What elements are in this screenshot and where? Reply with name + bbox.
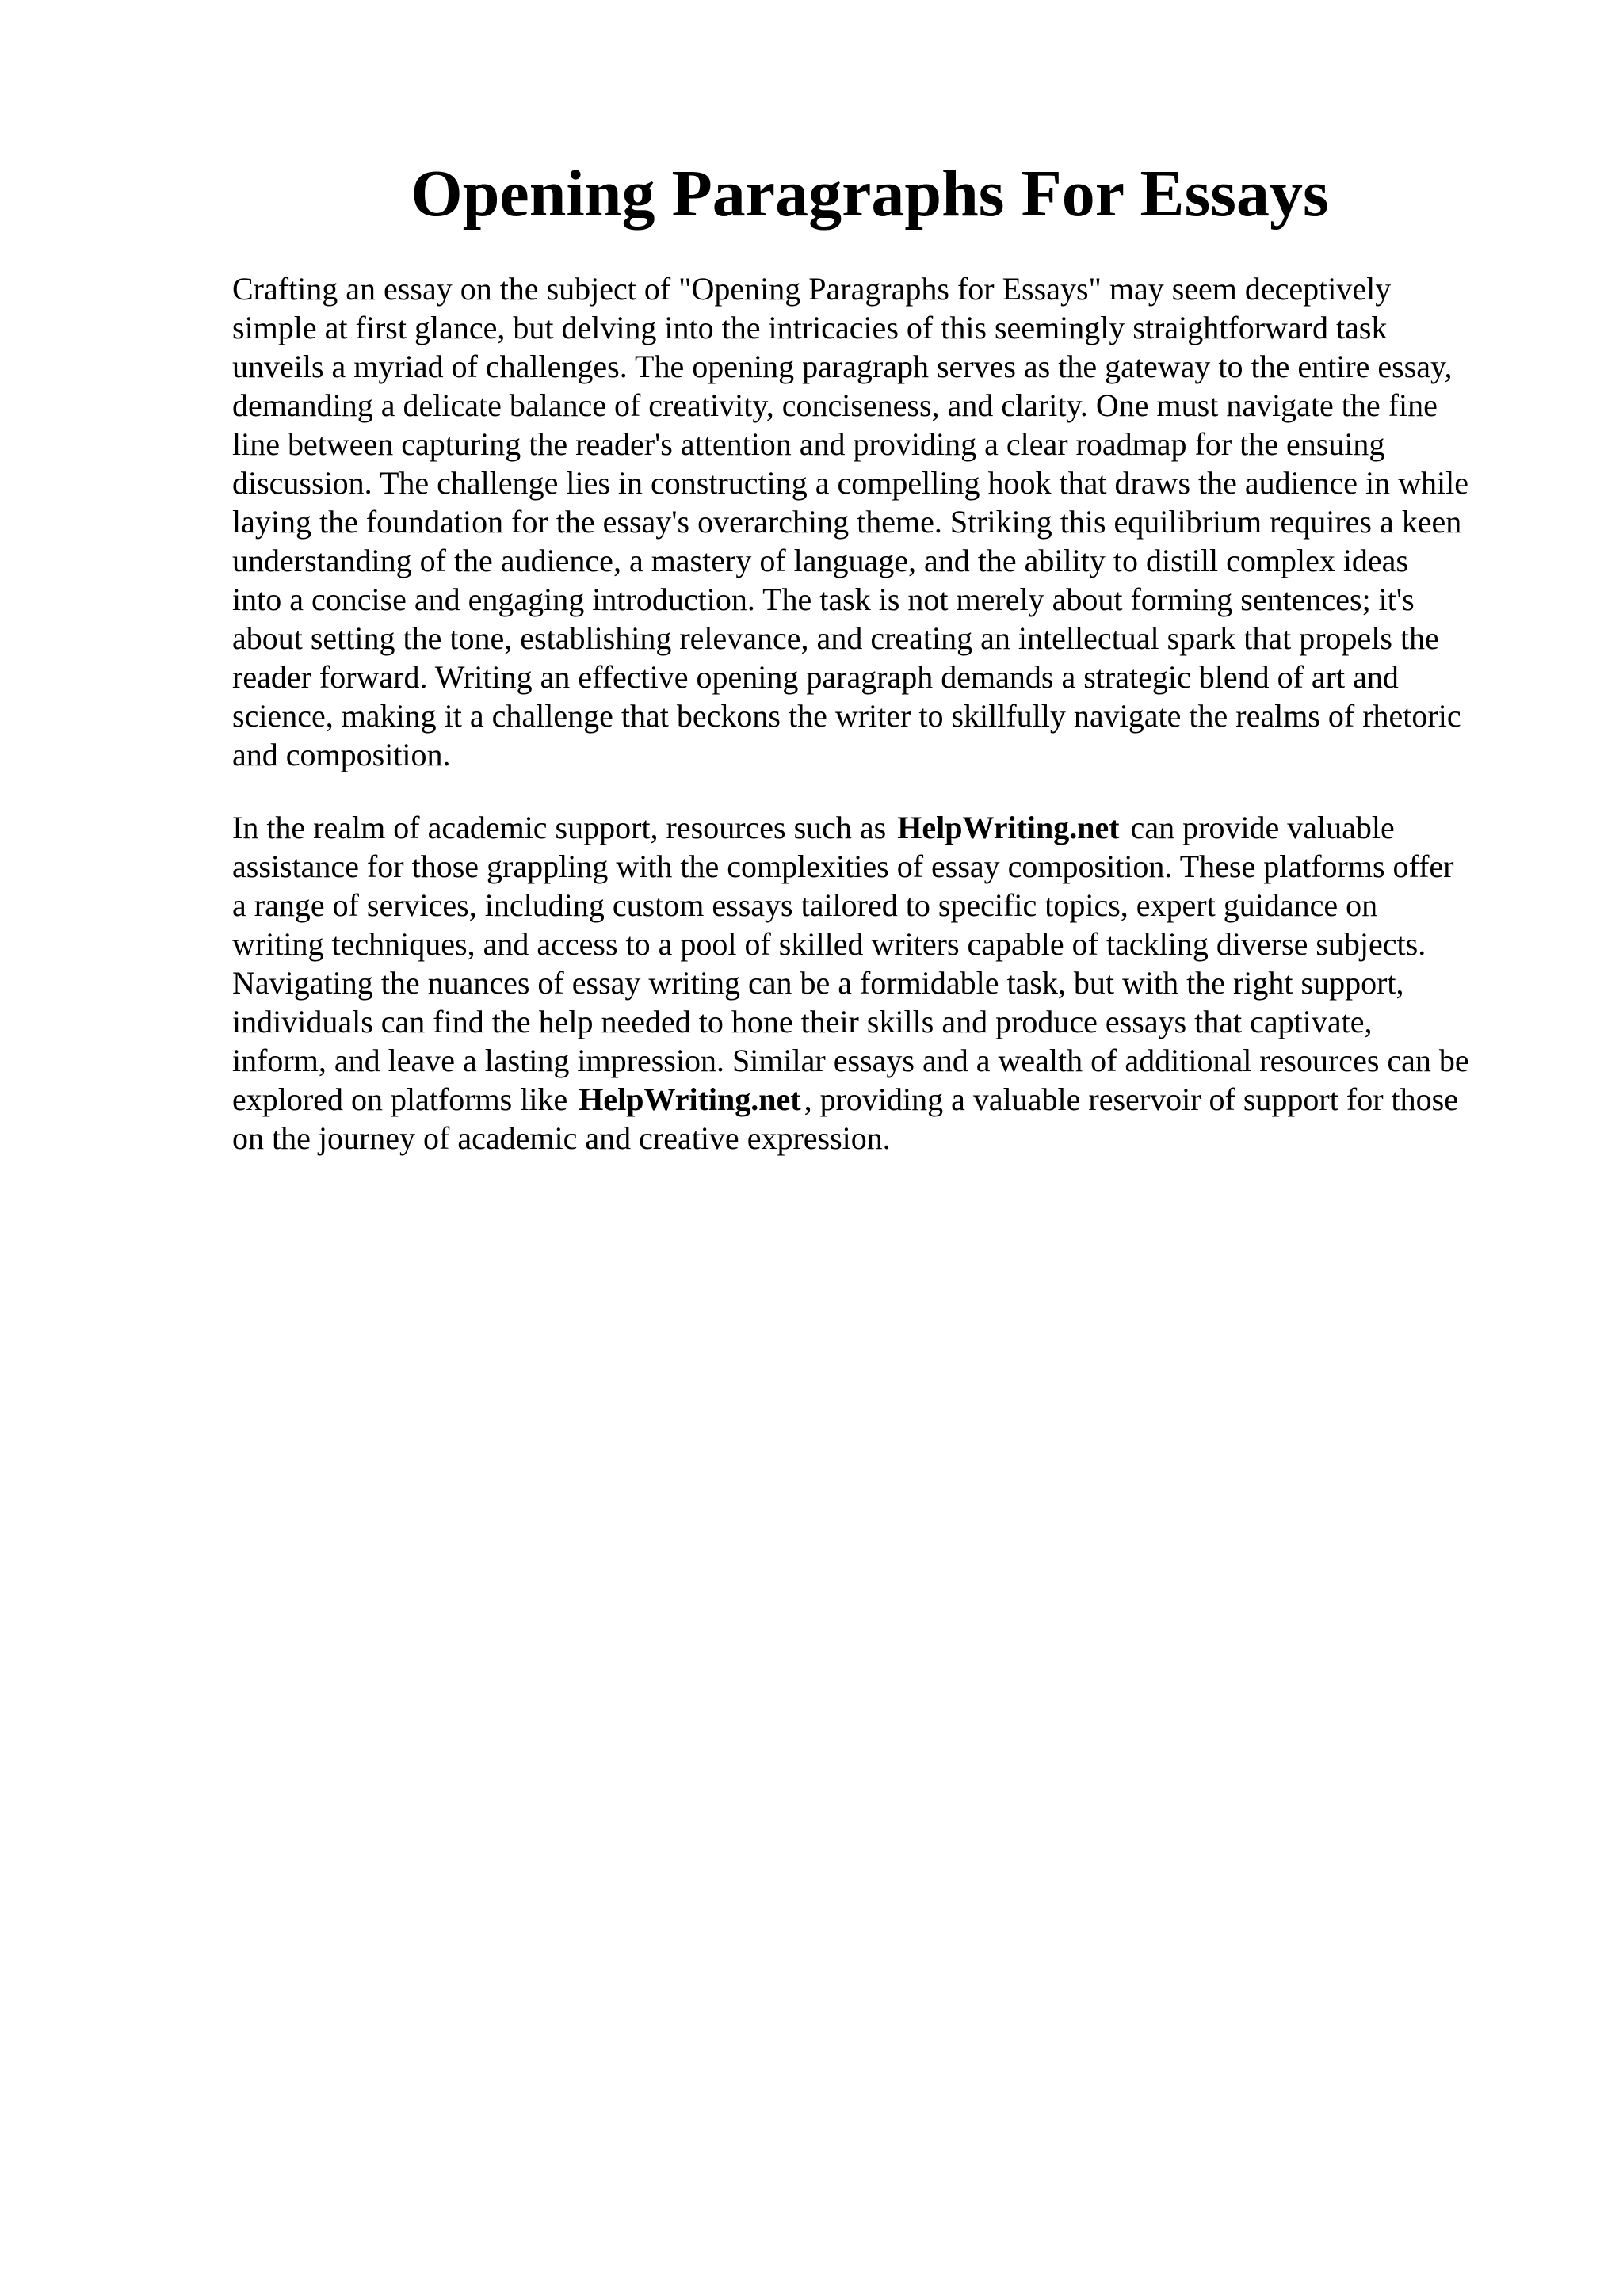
paragraph-line [232,1080,1579,1119]
paragraph-line: on the journey of academic and creative expression. [232,1120,891,1156]
paragraph-line: demanding a delicate balance of creativity, conciseness, and clarity. One must navigate the fine [232,387,1438,423]
paragraph-line: about setting the tone, establishing relevance, and creating an intellectual spark that propels the [232,620,1439,656]
line-text: explored on platforms like [232,1081,568,1117]
paragraph-line: assistance for those grappling with the complexities of essay composition. These platforms offer [232,849,1454,884]
paragraph-line: unveils a myriad of challenges. The opening paragraph serves as the gateway to the entire essay, [232,349,1453,384]
body-paragraph-2 [232,808,1579,1158]
paragraph-line: inform, and leave a lasting impression. Similar essays and a wealth of additional resources can be [232,1043,1469,1078]
paragraph-line [232,808,1579,847]
paragraph-line: discussion. The challenge lies in constructing a compelling hook that draws the audience in while [232,465,1468,501]
paragraph-line: individuals can find the help needed to hone their skills and produce essays that captivate, [232,1004,1373,1039]
paragraph-line: Crafting an essay on the subject of "Opening Paragraphs for Essays" may seem deceptively [232,271,1392,307]
paragraph-line: science, making it a challenge that beckons the writer to skillfully navigate the realms of rhetoric [232,698,1461,734]
paragraph-line: line between capturing the reader's attention and providing a clear roadmap for the ensuing [232,426,1385,462]
paragraph-line: reader forward. Writing an effective opening paragraph demands a strategic blend of art and [232,659,1399,695]
paragraph-line: simple at first glance, but delving into the intricacies of this seemingly straightforward task [232,310,1388,345]
line-text: can provide valuable [1130,810,1395,845]
paragraph-line: laying the foundation for the essay's overarching theme. Striking this equilibrium requires a keen [232,504,1462,540]
paragraph-line: writing techniques, and access to a pool of skilled writers capable of tackling diverse subjects. [232,926,1426,962]
paragraph-line: a range of services, including custom essays tailored to specific topics, expert guidance on [232,887,1378,923]
body-paragraph-1 [232,269,1579,774]
brand-link[interactable]: HelpWriting.net [579,1081,801,1117]
line-text: In the realm of academic support, resources such as [232,810,887,845]
paragraph-line: and composition. [232,737,451,772]
paragraph-line: Navigating the nuances of essay writing can be a formidable task, but with the right support, [232,965,1404,1001]
document-title: Opening Paragraphs For Essays [411,157,1329,231]
brand-link[interactable]: HelpWriting.net [897,810,1120,845]
line-text: , providing a valuable reservoir of support for those [804,1081,1458,1117]
paragraph-line: into a concise and engaging introduction. The task is not merely about forming sentences; it's [232,582,1415,617]
paragraph-line: understanding of the audience, a mastery of language, and the ability to distill complex ideas [232,543,1409,578]
